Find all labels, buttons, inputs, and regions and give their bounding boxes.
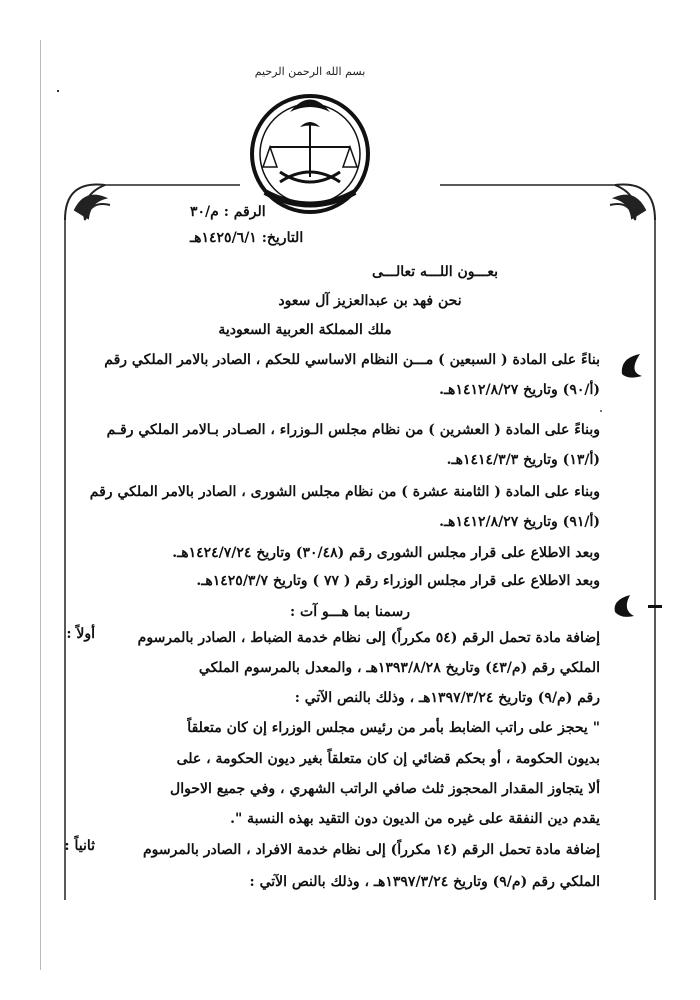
page-mark: [57, 90, 59, 92]
article-1-line: " يحجز على راتب الضابط بأمر من رئيس مجلس الوزراء إن كان متعلقاً: [187, 720, 600, 736]
bismillah-header: بسم الله الرحمن الرحيم: [254, 65, 366, 78]
issuer-line: نحن فهد بن عبدالعزيز آل سعود: [278, 293, 462, 309]
article-2-line: الملكي رقم (م/٩) وتاريخ ١٣٩٧/٣/٢٤هـ ، وذلك بالنص الآتي :: [249, 874, 600, 890]
preamble-line: وبناء على المادة ( الثامنة عشرة ) من نظام مجلس الشورى ، الصادر بالامر الملكي رقم: [89, 484, 600, 500]
hole-punch-mark: [618, 350, 644, 380]
preamble-line: وبعد الاطلاع على قرار مجلس الشورى رقم (٣٠/٤٨) وتاريخ ١٤٢٤/٧/٢٤هـ.: [172, 545, 600, 561]
article-1-line: بديون الحكومة ، أو بحكم قضائي إن كان متعلقاً بغير ديون الحكومة ، على: [176, 751, 600, 767]
article-1-line: إضافة مادة تحمل الرقم (٥٤ مكرراً) إلى نظام خدمة الضباط ، الصادر بالمرسوم: [137, 630, 600, 646]
preamble-line: (أ/٩١) وتاريخ ١٤١٢/٨/٢٧هـ.: [439, 514, 600, 530]
scan-dot: [600, 410, 602, 412]
article-1-line: ألا يتجاوز المقدار المحجوز ثلث صافي الراتب الشهري ، وفي جميع الاحوال: [170, 781, 600, 797]
page-edge-line: [40, 40, 41, 970]
document-date: التاريخ: ١٤٢٥/٦/١هـ: [190, 230, 304, 246]
preamble-line: بناءً على المادة ( السبعين ) مـــن النظام الاساسي للحكم ، الصادر بالامر الملكي رقم: [104, 352, 600, 368]
king-title: ملك المملكة العربية السعودية: [218, 322, 392, 338]
kingdom-emblem: [245, 82, 375, 217]
article-2-label: ثانياً :: [64, 838, 95, 854]
article-1-line: الملكي رقم (م/٤٣) وتاريخ ١٣٩٣/٨/٢٨هـ ، والمعدل بالمرسوم الملكي: [198, 660, 600, 676]
preamble-line: وبناءً على المادة ( العشرين ) من نظام مجلس الـوزراء ، الصـادر بـالامر الملكي رقـم: [106, 422, 600, 438]
article-1-line: يقدم دين النفقة على غيره من الديون دون التقيد بهذه النسبة ".: [230, 811, 600, 827]
article-1-line: رقم (م/٩) وتاريخ ١٣٩٧/٣/٢٤هـ ، وذلك بالنص الآتي :: [294, 690, 600, 706]
hole-punch-mark: [612, 592, 670, 620]
article-2-line: إضافة مادة تحمل الرقم (١٤ مكرراً) إلى نظام خدمة الافراد ، الصادر بالمرسوم: [142, 842, 600, 858]
decree-heading: رسمنا بما هـــو آت :: [290, 604, 410, 620]
invocation: بعـــون اللـــه تعالـــى: [372, 264, 498, 280]
preamble-line: (أ/٩٠) وتاريخ ١٤١٢/٨/٢٧هـ.: [439, 382, 600, 398]
reference-number: الرقم : م/٣٠: [190, 204, 266, 220]
article-1-label: أولاً :: [66, 626, 95, 642]
preamble-line: وبعد الاطلاع على قرار مجلس الوزراء رقم ( ٧٧ ) وتاريخ ١٤٢٥/٣/٧هـ.: [196, 573, 600, 589]
preamble-line: (أ/١٣) وتاريخ ١٤١٤/٣/٣هـ.: [446, 452, 600, 468]
